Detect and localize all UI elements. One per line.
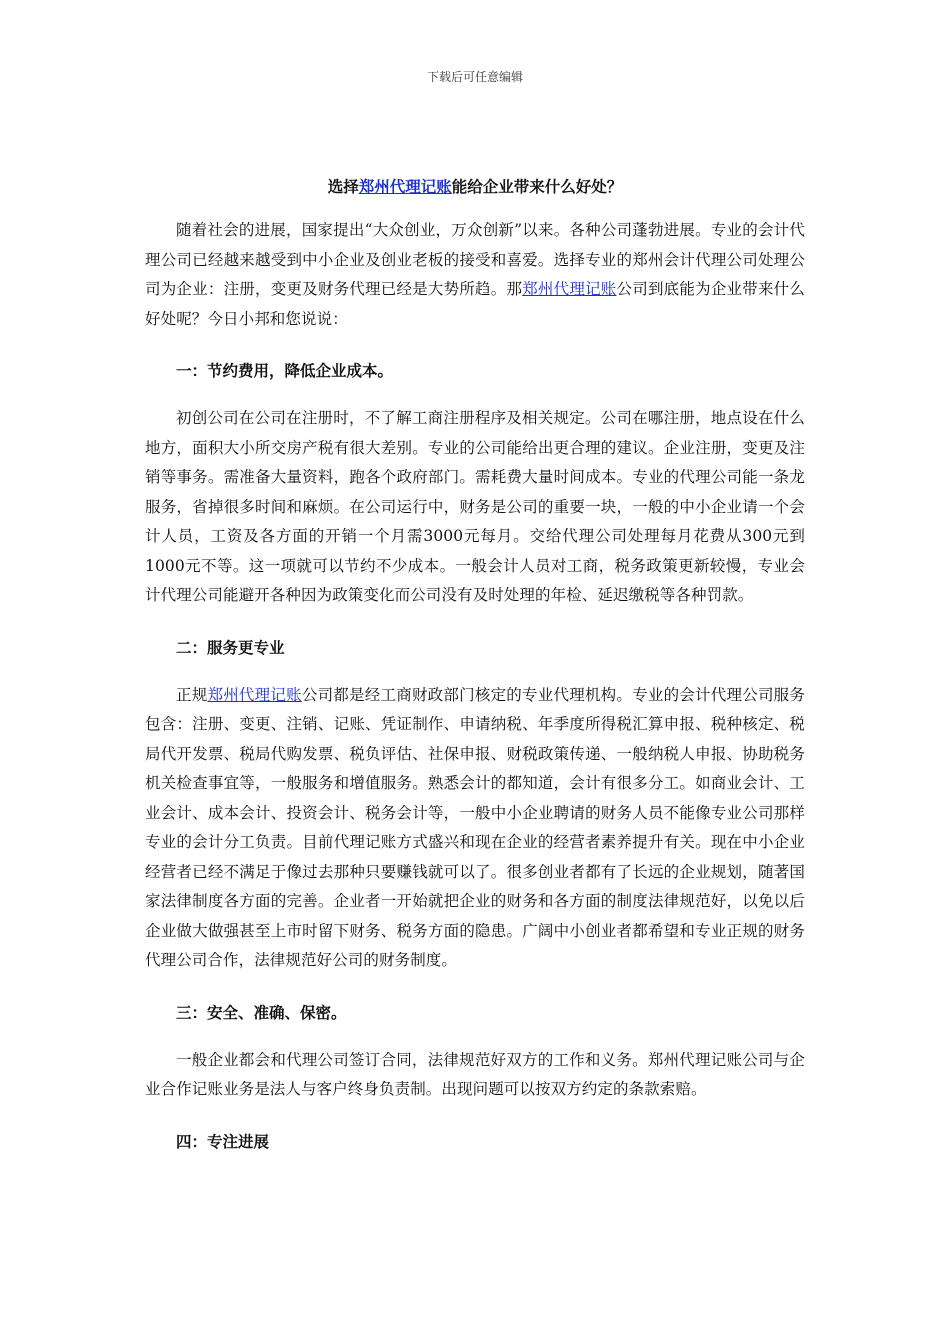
page-header: 下载后可任意编辑 <box>426 70 523 84</box>
title-link-zhengzhou-bookkeeping[interactable]: 郑州代理记账 <box>358 177 452 196</box>
section-paragraph-security: 一般企业都会和代理公司签订合同，法律规范好双方的工作和义务。郑州代理记账公司与企业合作记账业务是法人与客户终身负责制。出现问题可以按双方约定的条款索赔。 <box>145 1050 805 1098</box>
section-heading-security: 三：安全、准确、保密。 <box>176 1002 347 1022</box>
section-heading-professional-service: 二：服务更专业 <box>176 637 285 657</box>
intro-link-zhengzhou-bookkeeping[interactable]: 郑州代理记账 <box>522 280 617 298</box>
section-link-zhengzhou-bookkeeping[interactable]: 郑州代理记账 <box>207 685 302 704</box>
section-heading-cost-saving: 一：节约费用，降低企业成本。 <box>176 361 394 380</box>
section-heading-focused-growth: 四：专注进展 <box>176 1131 270 1151</box>
section-paragraph-cost-saving: 初创公司在公司在注册时，不了解工商注册程序及相关规定。公司在哪注册，地点设在什么地方，面积大小所交房产税有很大差别。专业的公司能给出更合理的建议。企业注册，变更及注销等事务。需准备大量资料，跑各个政府部门。需耗费大量时间成本。专业的代理公司能一条龙服务，省掉很多时间和麻烦。在公司运行中，财务是公司的重要一块，一般的中小企业请一个会计人员，工资及各方面的开销一个月需3000元每月。交给代理公司处理每月花费从300元到1000元不等。这一项就可以节约不少成本。一般会计人员对工商，税务政策更新较慢，专业会计代理公司能避开各种因为政策变化而公司没有及时处理的年检、延迟缴税等各种罚款。 <box>145 409 805 604</box>
document-title <box>145 176 805 198</box>
title-prefix: 选择 <box>327 177 359 196</box>
intro-paragraph: 随着社会的进展，国家提出“大众创业，万众创新”以来。各种公司蓬勃进展。专业的会计代理公司已经越来越受到中小企业及创业老板的接受和喜爱。选择专业的郑州会计代理公司处理公司为企业：注册，变更及财务代理已经是大势所趋。那郑州代理记账公司到底能为企业带来什么好处呢？今日小邦和您说说： <box>145 221 805 328</box>
document-body <box>145 176 805 1175</box>
title-suffix: 能给企业带来什么好处？ <box>451 177 623 196</box>
section-paragraph-professional-service: 正规郑州代理记账公司都是经工商财政部门核定的专业代理机构。专业的会计代理公司服务包含：注册、变更、注销、记账、凭证制作、申请纳税、年季度所得税汇算申报、税种核定、税局代开发票、税局代购发票、税负评估、社保申报、财税政策传递、一般纳税人申报、协助税务机关检查事宜等，一般服务和增值服务。熟悉会计的都知道，会计有很多分工。如商业会计、工业会计、成本会计、投资会计、税务会计等，一般中小企业聘请的财务人员不能像专业公司那样专业的会计分工负责。目前代理记账方式盛兴和现在企业的经营者素养提升有关。现在中小企业经营者已经不满足于像过去那种只要赚钱就可以了。很多创业者都有了长远的企业规划，随著国家法律制度各方面的完善。企业者一开始就把企业的财务和各方面的制度法律规范好，以免以后企业做大做强甚至上市时留下财务、税务方面的隐患。广阔中小创业者都希望和专业正规的财务代理公司合作，法律规范好公司的财务制度。 <box>145 685 806 969</box>
